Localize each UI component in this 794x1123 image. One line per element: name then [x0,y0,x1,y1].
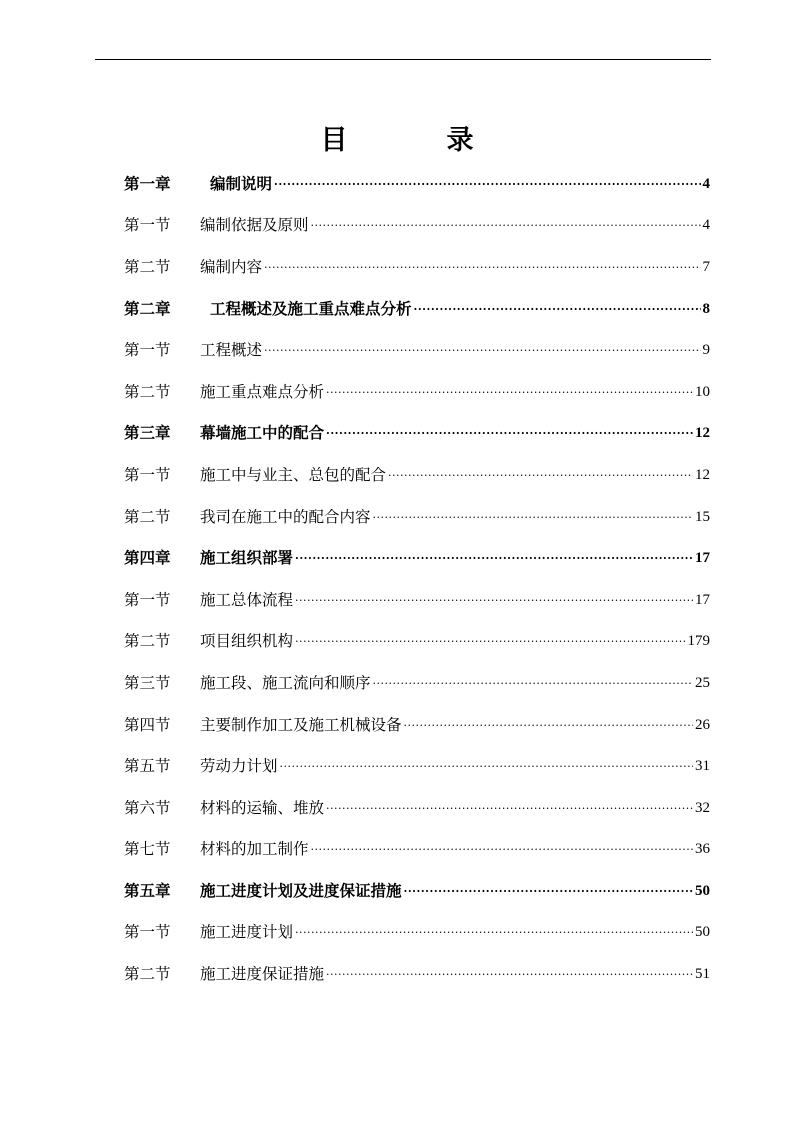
dot-leader [326,423,693,443]
toc-entry-number: 第二节 [124,257,171,276]
dot-leader [295,922,693,942]
toc-section-entry[interactable] [124,371,710,413]
toc-section-entry[interactable] [124,329,710,371]
toc-section-entry[interactable] [124,246,710,288]
toc-entry-page-number: 17 [695,591,710,608]
toc-entry-number: 第二节 [124,382,171,401]
dot-leader [295,631,685,651]
dot-leader [326,964,693,984]
toc-entry-number: 第一节 [124,341,171,360]
toc-section-entry[interactable] [124,621,710,663]
toc-entry-page-number: 51 [695,966,710,983]
dot-leader [373,673,693,693]
dot-leader [404,715,693,735]
toc-entry-page-number: 4 [702,217,710,234]
dot-leader [388,465,693,485]
toc-entry-label: 施工进度保证措施 [200,965,325,984]
table-of-contents [124,163,710,995]
toc-entry-label: 施工进度计划及进度保证措施 [200,881,402,900]
toc-entry-page-number: 31 [695,758,710,775]
toc-entry-page-number: 12 [695,466,710,483]
toc-entry-number: 第五节 [124,757,171,776]
toc-entry-number: 第三章 [124,424,171,443]
toc-entry-page-number: 50 [695,924,710,941]
page-title: 目 录 [320,125,510,156]
toc-chapter-entry[interactable] [124,537,710,579]
toc-entry-page-number: 12 [695,425,710,442]
toc-entry-page-number: 9 [702,342,710,359]
toc-section-entry[interactable] [124,745,710,787]
toc-entry-page-number: 4 [702,175,710,192]
toc-chapter-entry[interactable] [124,288,710,330]
toc-entry-page-number: 36 [695,841,710,858]
dot-leader [264,340,700,360]
toc-entry-number: 第一节 [124,923,171,942]
toc-entry-page-number: 7 [702,258,710,275]
toc-chapter-entry[interactable] [124,413,710,455]
toc-entry-label: 材料的运输、堆放 [200,798,325,817]
toc-entry-number: 第三节 [124,673,171,692]
toc-chapter-entry[interactable] [124,163,710,205]
toc-section-entry[interactable] [124,579,710,621]
toc-entry-label: 劳动力计划 [200,757,278,776]
toc-entry-label: 我司在施工中的配合内容 [200,507,371,526]
dot-leader [295,548,693,568]
toc-entry-number: 第一节 [124,465,171,484]
dot-leader [295,590,693,610]
toc-entry-label: 施工组织部署 [200,549,294,568]
toc-entry-page-number: 25 [695,674,710,691]
toc-entry-page-number: 10 [695,383,710,400]
toc-section-entry[interactable] [124,496,710,538]
dot-leader [326,798,693,818]
toc-entry-page-number: 8 [702,300,710,317]
toc-entry-label: 主要制作加工及施工机械设备 [200,715,402,734]
dot-leader [280,756,693,776]
toc-section-entry[interactable] [124,662,710,704]
toc-entry-label: 材料的加工制作 [200,840,309,859]
toc-section-entry[interactable] [124,787,710,829]
dot-leader [274,174,700,194]
toc-entry-number: 第二节 [124,965,171,984]
toc-section-entry[interactable] [124,205,710,247]
dot-leader [311,215,701,235]
toc-entry-label: 编制内容 [200,257,263,276]
toc-entry-number: 第二章 [124,299,171,318]
toc-entry-number: 第一节 [124,216,171,235]
dot-leader [404,881,693,901]
toc-section-entry[interactable] [124,454,710,496]
toc-entry-number: 第二节 [124,507,171,526]
toc-entry-label: 施工中与业主、总包的配合 [200,465,387,484]
toc-entry-number: 第六节 [124,798,171,817]
toc-entry-label: 项目组织机构 [200,632,294,651]
toc-entry-label: 施工总体流程 [200,590,294,609]
dot-leader [326,382,693,402]
toc-entry-label: 编制依据及原则 [200,216,309,235]
toc-entry-page-number: 15 [695,508,710,525]
toc-entry-number: 第二节 [124,632,171,651]
toc-entry-label: 幕墙施工中的配合 [200,424,325,443]
dot-leader [373,507,693,527]
toc-entry-number: 第七节 [124,840,171,859]
toc-entry-page-number: 32 [695,799,710,816]
toc-entry-page-number: 26 [695,716,710,733]
dot-leader [311,839,693,859]
toc-entry-label: 工程概述 [200,341,263,360]
toc-section-entry[interactable] [124,829,710,871]
header-rule [95,59,711,60]
dot-leader [414,299,701,319]
toc-entry-label: 施工重点难点分析 [200,382,325,401]
dot-leader [264,257,700,277]
toc-section-entry[interactable] [124,953,710,995]
toc-entry-number: 第五章 [124,881,171,900]
toc-entry-number: 第四节 [124,715,171,734]
toc-entry-number: 第一节 [124,590,171,609]
toc-entry-label: 施工段、施工流向和顺序 [200,673,371,692]
toc-entry-number: 第一章 [124,174,171,193]
toc-section-entry[interactable] [124,704,710,746]
toc-entry-label: 工程概述及施工重点难点分析 [210,299,412,318]
toc-entry-page-number: 179 [687,633,710,650]
toc-entry-number: 第四章 [124,549,171,568]
toc-section-entry[interactable] [124,912,710,954]
toc-entry-page-number: 17 [695,550,710,567]
toc-entry-page-number: 50 [695,882,710,899]
toc-entry-label: 编制说明 [210,174,273,193]
toc-chapter-entry[interactable] [124,870,710,912]
toc-entry-label: 施工进度计划 [200,923,294,942]
